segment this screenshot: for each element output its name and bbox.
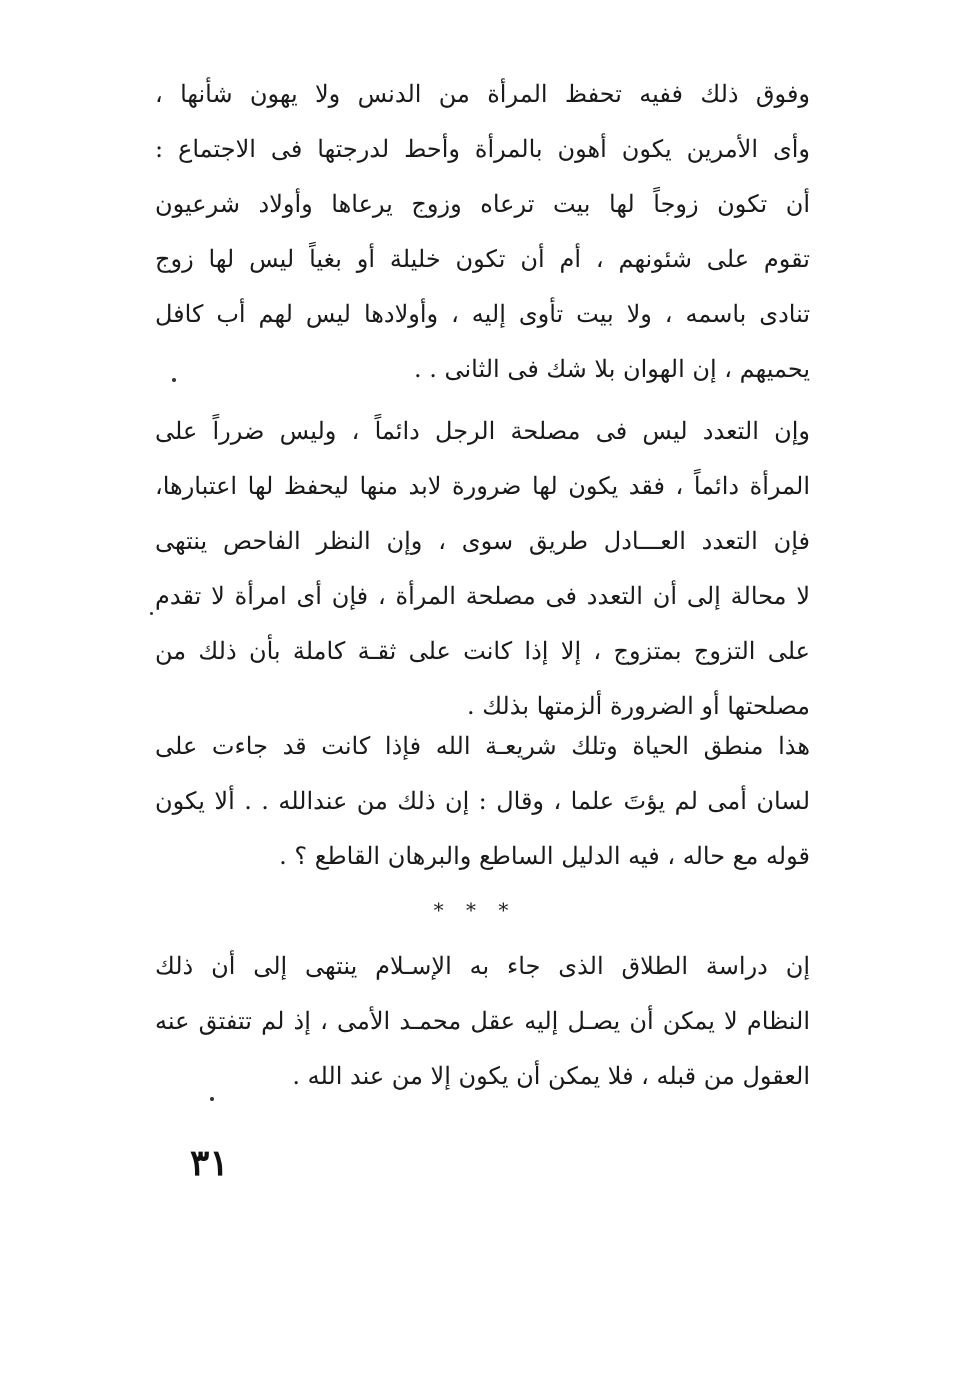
scan-speck [150,612,153,615]
text-line: النظام لا يمكن أن يصـل إليه عقل محمـد الأمى ، إذ لم تتفتق عنه [155,1007,810,1035]
text-line: المرأة دائماً ، فقد يكون لها ضرورة لابد منها ليحفظ لها اعتبارها، [155,472,810,500]
page-number: ٣١ [190,1142,229,1184]
text-line: وإن التعدد ليس فى مصلحة الرجل دائماً ، وليس ضرراً على [155,417,810,445]
text-line: قوله مع حاله ، فيه الدليل الساطع والبرهان القاطع ؟ . [279,842,810,870]
scan-speck [172,378,176,382]
text-line: لسان أمى لم يؤتَ علما ، وقال : إن ذلك من عندالله . . ألا يكون [155,787,810,815]
text-line: فإن التعدد العـــادل طريق سوى ، وإن النظر الفاحص ينتهى [155,527,810,555]
text-line: تنادى باسمه ، ولا بيت تأوى إليه ، وأولادها ليس لهم أب كافل [155,300,810,328]
scan-speck [210,1097,214,1101]
text-line: وأى الأمرين يكون أهون بالمرأة وأحط لدرجتها فى الاجتماع : [155,135,810,163]
text-line: إن دراسة الطلاق الذى جاء به الإسـلام ينتهى إلى أن ذلك [155,952,810,980]
paragraph-4 [155,939,810,1104]
paragraph-2 [155,404,810,734]
text-line: على التزوج بمتزوج ، إلا إذا كانت على ثقـة كاملة بأن ذلك من [155,637,810,665]
text-line: تقوم على شئونهم ، أم أن تكون خليلة أو بغياً ليس لها زوج [155,245,810,273]
text-line: يحميهم ، إن الهوان بلا شك فى الثانى . . [413,355,810,383]
text-line: لا محالة إلى أن التعدد فى مصلحة المرأة ، فإن أى امرأة لا تقدم [155,582,810,610]
text-line: أن تكون زوجاً لها بيت ترعاه وزوج يرعاها وأولاد شرعيون [155,190,810,218]
paragraph-3 [155,719,810,884]
text-line: وفوق ذلك ففيه تحفظ المرأة من الدنس ولا يهون شأنها ، [155,80,810,108]
text-line: العقول من قبله ، فلا يمكن أن يكون إلا من عند الله . [292,1062,810,1090]
paragraph-1 [155,67,810,397]
text-line: مصلحتها أو الضرورة ألزمتها بذلك . [466,692,810,720]
section-separator: * * * [433,898,517,922]
text-line: هذا منطق الحياة وتلك شريعـة الله فإذا كانت قد جاءت على [155,732,810,760]
